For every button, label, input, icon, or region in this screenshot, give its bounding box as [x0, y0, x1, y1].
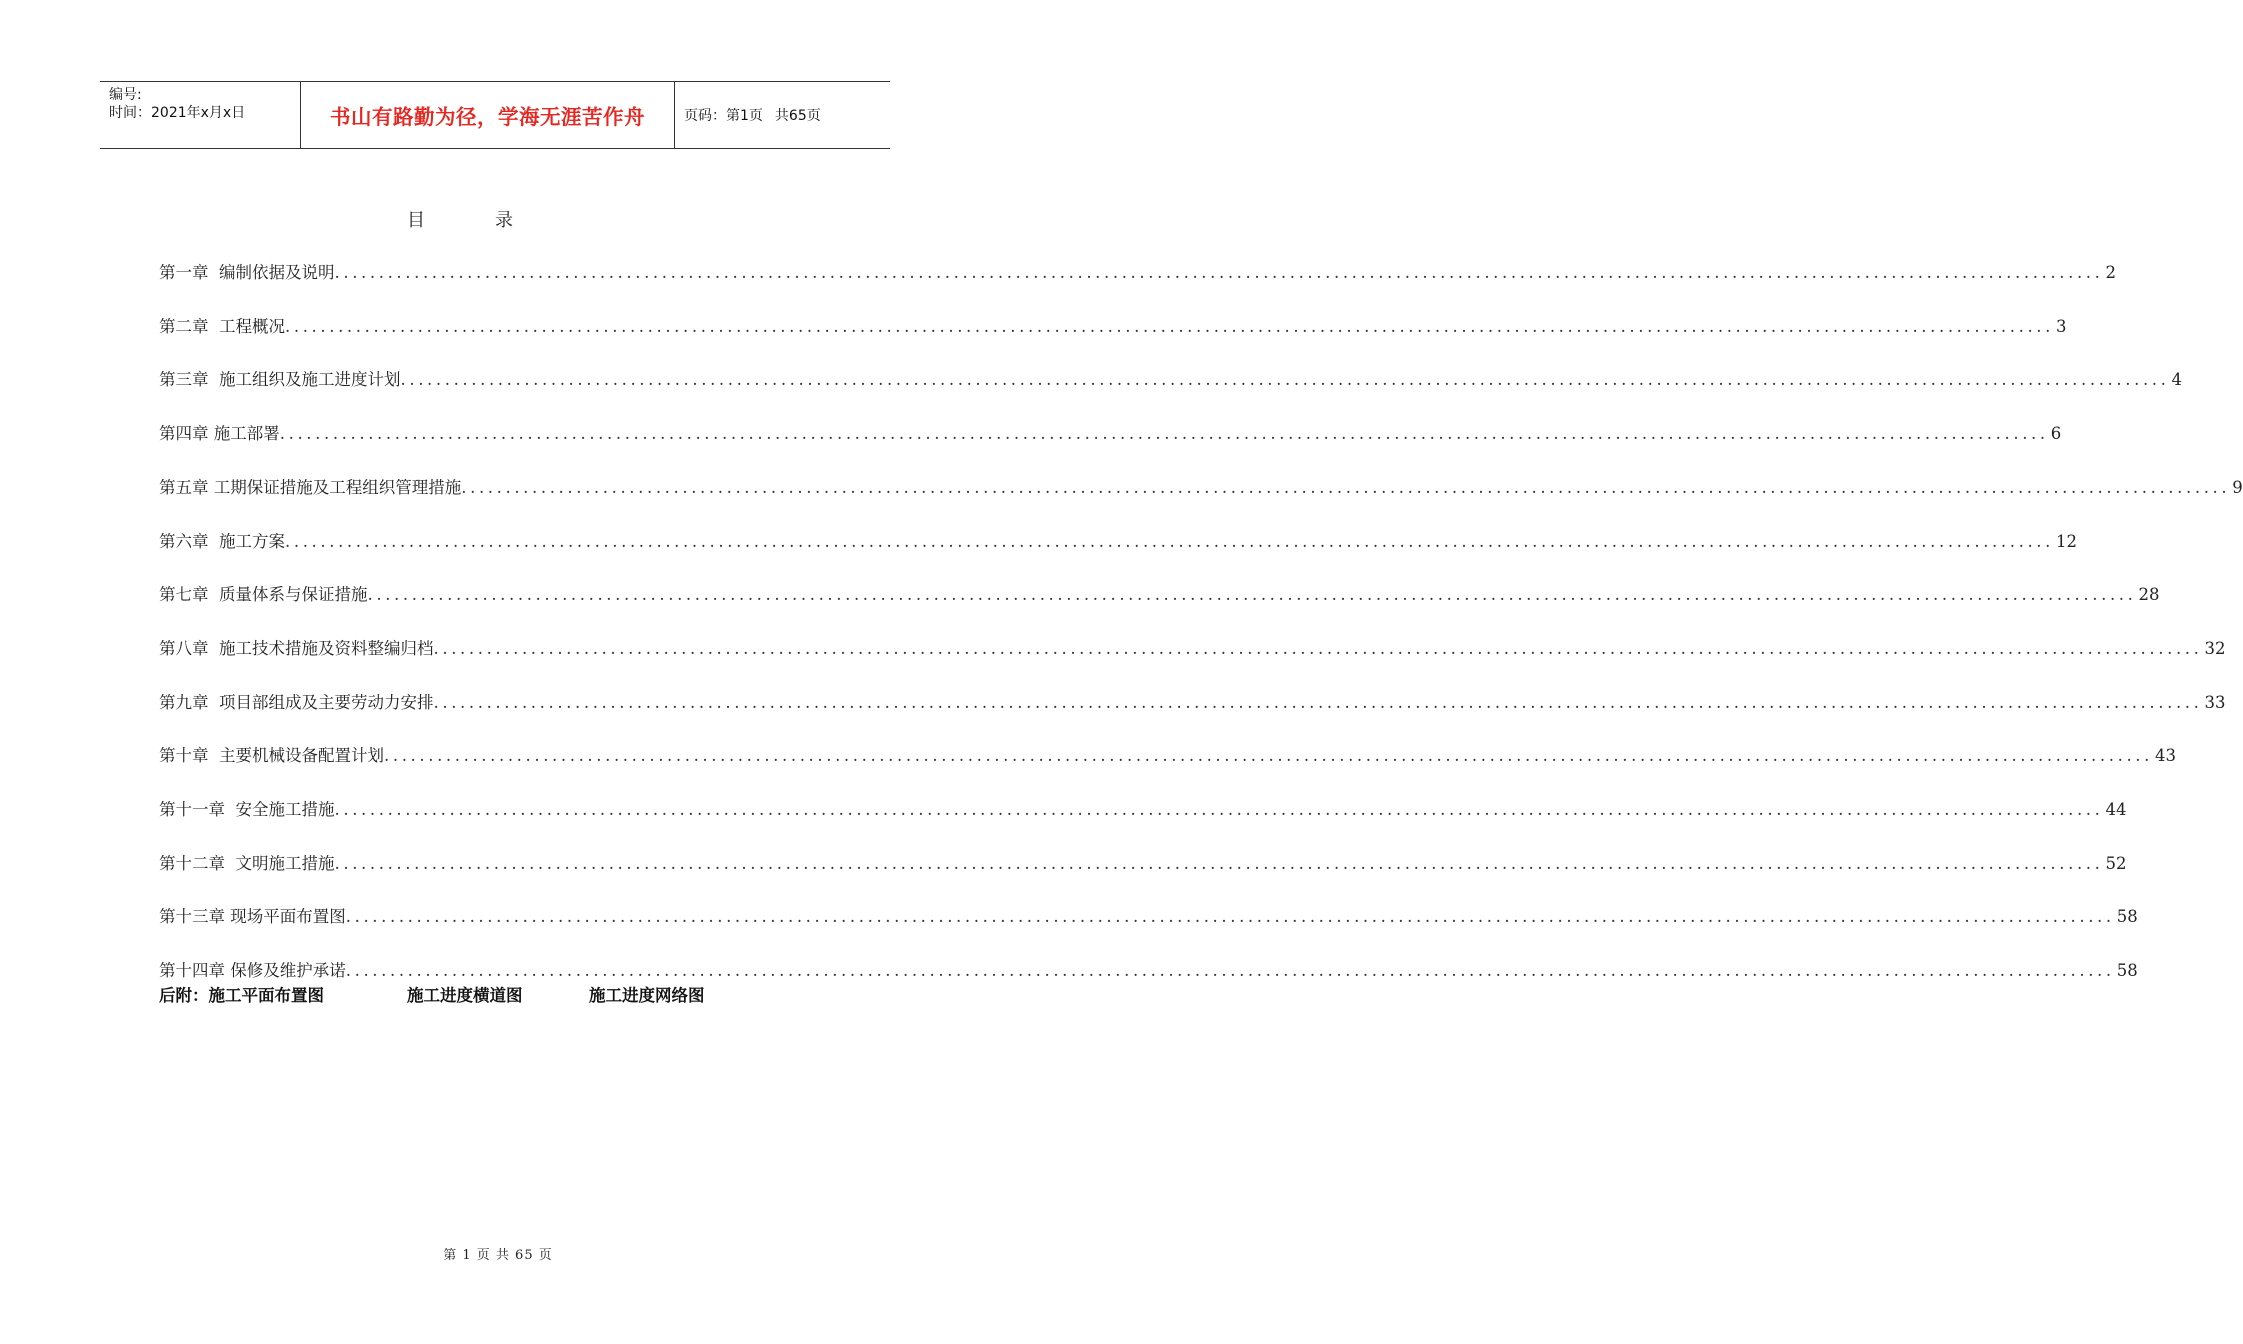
- toc-entry-title: 第十四章 保修及维护承诺: [159, 961, 346, 981]
- header-motto-cell: [301, 82, 675, 148]
- toc-entry[interactable]: [159, 957, 2138, 983]
- toc-entry[interactable]: [159, 850, 2127, 876]
- toc-entry-page: 28: [2138, 585, 2160, 605]
- header-motto: 书山有路勤为径，学海无涯苦作舟: [330, 105, 645, 129]
- document-number-label: 编号:: [109, 87, 142, 103]
- toc-entry[interactable]: [159, 474, 2243, 500]
- toc-entry[interactable]: [159, 528, 2077, 554]
- toc-leader-dots: ........................................................................................................................................................................................................: [433, 638, 2203, 658]
- toc-title: 目录: [407, 210, 583, 231]
- toc-entry-page: 12: [2055, 531, 2077, 551]
- toc-entry[interactable]: [159, 903, 2138, 929]
- toc-entry-title: 第一章 编制依据及说明: [159, 263, 335, 282]
- toc-entry-title: 第八章 施工技术措施及资料整编归档: [159, 638, 434, 658]
- toc-entry-title: 第四章 施工部署: [159, 424, 280, 444]
- document-time-label: 时间：2021年x月x日: [109, 105, 246, 121]
- toc-entry-page: 58: [2116, 961, 2138, 981]
- toc-entry[interactable]: [159, 796, 2127, 822]
- toc-leader-dots: ........................................................................................................................................................................................................: [334, 853, 2104, 873]
- toc-leader-dots: ........................................................................................................................................................................................................: [433, 692, 2203, 712]
- header-total-label: 共65页: [774, 108, 821, 124]
- toc-entry[interactable]: [159, 420, 2062, 446]
- toc-leader-dots: ........................................................................................................................................................................................................: [461, 477, 2231, 497]
- toc-leader-dots: ........................................................................................................................................................................................................: [367, 585, 2137, 605]
- toc-leader-dots: ........................................................................................................................................................................................................: [334, 800, 2104, 819]
- appendix-network-diagram: 施工进度网络图: [589, 986, 705, 1005]
- toc-entry-title: 第十二章 文明施工措施: [159, 853, 335, 873]
- appendix-site-plan: 后附：施工平面布置图: [159, 986, 324, 1005]
- toc-entry-page: 33: [2204, 692, 2226, 712]
- toc-leader-dots: ........................................................................................................................................................................................................: [345, 907, 2115, 927]
- toc-leader-dots: ........................................................................................................................................................................................................: [345, 961, 2115, 981]
- toc-entry-title: 第六章 施工方案: [159, 531, 285, 551]
- toc-entry[interactable]: [159, 313, 2067, 339]
- toc-entry-title: 第十三章 现场平面布置图: [159, 907, 346, 927]
- appendix-line: [159, 982, 705, 1006]
- toc-entry-title: 第十一章 安全施工措施: [159, 800, 335, 819]
- header-page-cell: [675, 82, 890, 148]
- toc-entry-page: 43: [2154, 746, 2176, 766]
- toc-entry-page: 3: [2055, 316, 2067, 336]
- header-meta-cell: [100, 82, 301, 148]
- toc-entry-title: 第十章 主要机械设备配置计划: [159, 746, 384, 766]
- toc-leader-dots: ........................................................................................................................................................................................................: [279, 424, 2049, 444]
- toc-entry-title: 第三章 施工组织及施工进度计划: [159, 370, 401, 390]
- toc-leader-dots: ........................................................................................................................................................................................................: [384, 746, 2153, 766]
- toc-entry-page: 32: [2204, 638, 2226, 658]
- toc-leader-dots: ........................................................................................................................................................................................................: [285, 531, 2054, 551]
- toc-entry-title: 第七章 质量体系与保证措施: [159, 585, 368, 605]
- toc-entry-page: 4: [2171, 370, 2182, 390]
- appendix-gantt-chart: 施工进度横道图: [407, 986, 523, 1005]
- toc-entry-page: 2: [2105, 263, 2116, 282]
- toc-entry[interactable]: [159, 689, 2226, 715]
- toc-entry-title: 第五章 工期保证措施及工程组织管理措施: [159, 477, 462, 497]
- toc-entry-page: 52: [2105, 853, 2127, 873]
- toc-entry-page: 9: [2232, 477, 2243, 497]
- toc-entry-title: 第二章 工程概况: [159, 316, 285, 336]
- toc-leader-dots: ........................................................................................................................................................................................................: [334, 263, 2104, 282]
- toc-leader-dots: ........................................................................................................................................................................................................: [400, 370, 2170, 390]
- toc-entry[interactable]: [159, 259, 2116, 285]
- toc-entry-title: 第九章 项目部组成及主要劳动力安排: [159, 692, 434, 712]
- document-header: [100, 81, 890, 149]
- toc-entry[interactable]: [159, 742, 2176, 768]
- page-footer: 第 1 页 共 65 页: [443, 1248, 553, 1263]
- toc-entry[interactable]: [159, 366, 2182, 392]
- toc-leader-dots: ........................................................................................................................................................................................................: [285, 316, 2054, 336]
- toc-entry-page: 58: [2116, 907, 2138, 927]
- toc-entry-page: 6: [2050, 424, 2062, 444]
- toc-entry[interactable]: [159, 581, 2160, 607]
- toc-entry[interactable]: [159, 635, 2226, 661]
- header-page-label: 页码：第1页: [684, 108, 763, 124]
- toc-entry-page: 44: [2105, 800, 2127, 819]
